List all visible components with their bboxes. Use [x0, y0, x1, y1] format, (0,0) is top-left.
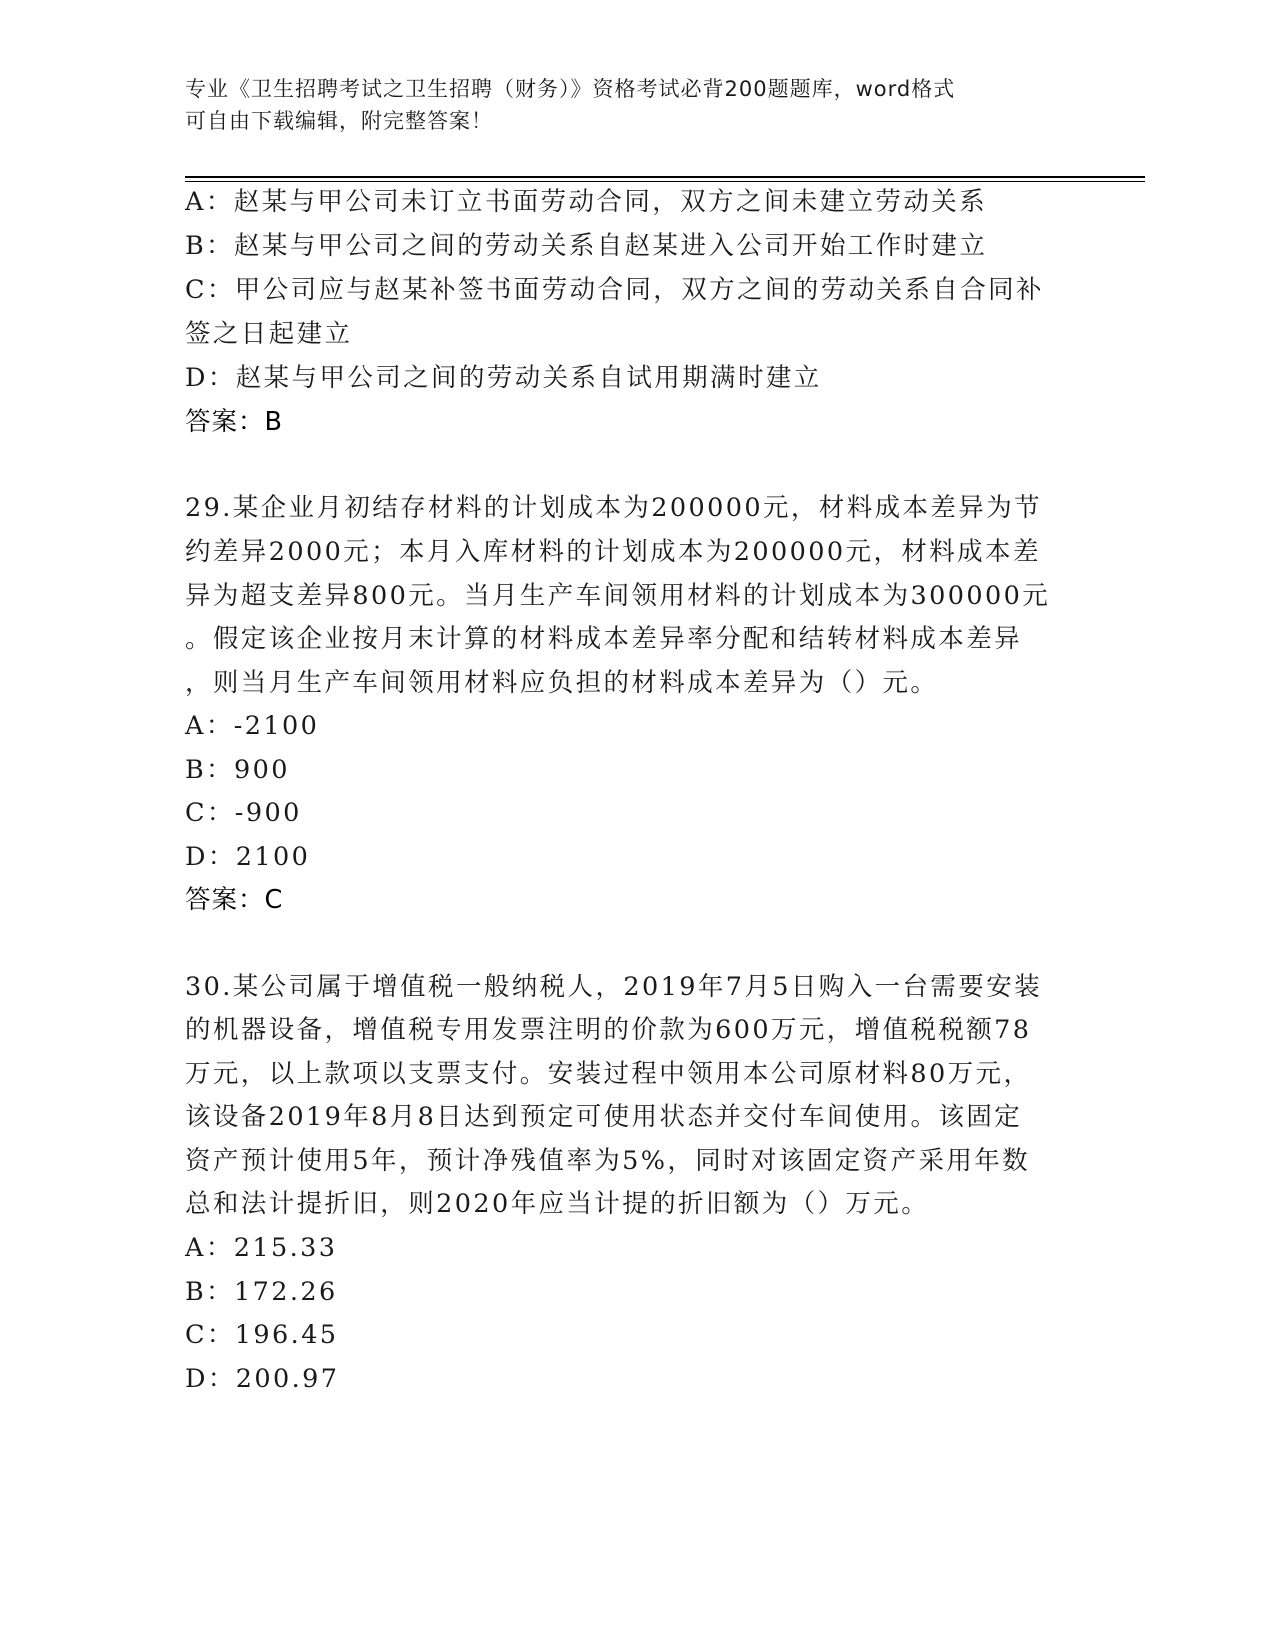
q29-answer: 答案：C	[185, 885, 284, 915]
q30-stem-line-2: 的机器设备，增值税专用发票注明的价款为600万元，增值税税额78	[185, 1015, 1032, 1045]
q28-option-b: B：赵某与甲公司之间的劳动关系自赵某进入公司开始工作时建立	[185, 231, 988, 261]
q28-option-c-line-2: 签之日起建立	[185, 319, 353, 349]
header-title-line-2: 可自由下载编辑，附完整答案！	[185, 109, 493, 133]
document-header	[185, 73, 1065, 137]
q29-option-d: D：2100	[185, 842, 311, 872]
q30-stem-line-3: 万元，以上款项以支票支付。安装过程中领用本公司原材料80万元，	[185, 1059, 1032, 1089]
q28-answer: 答案：B	[185, 407, 283, 437]
header-divider-thick	[185, 176, 1145, 178]
q29-stem-line-5: ，则当月生产车间领用材料应负担的材料成本差异为（）元。	[185, 668, 939, 698]
q28-option-a: A：赵某与甲公司未订立书面劳动合同，双方之间未建立劳动关系	[185, 187, 988, 217]
header-title-line-1: 专业《卫生招聘考试之卫生招聘（财务）》资格考试必背200题题库，word格式	[185, 77, 956, 101]
q30-option-d: D：200.97	[185, 1364, 340, 1394]
q30-option-c: C：196.45	[185, 1320, 339, 1350]
q29-stem-line-4: 。假定该企业按月末计算的材料成本差异率分配和结转材料成本差异	[185, 624, 1023, 654]
q28-option-c-line-1: C：甲公司应与赵某补签书面劳动合同，双方之间的劳动关系自合同补	[185, 275, 1044, 305]
q30-stem-line-1: 30.某公司属于增值税一般纳税人，2019年7月5日购入一台需要安装	[185, 972, 1042, 1002]
q30-stem-line-5: 资产预计使用5年，预计净残值率为5%，同时对该固定资产采用年数	[185, 1146, 1031, 1176]
q29-option-a: A：-2100	[185, 711, 320, 741]
q28-option-d: D：赵某与甲公司之间的劳动关系自试用期满时建立	[185, 363, 822, 393]
q30-option-b: B：172.26	[185, 1277, 338, 1307]
q29-stem-line-1: 29.某企业月初结存材料的计划成本为200000元，材料成本差异为节	[185, 493, 1042, 523]
q29-stem-line-3: 异为超支差异800元。当月生产车间领用材料的计划成本为300000元	[185, 581, 1051, 611]
q29-option-b: B：900	[185, 755, 290, 785]
q30-stem-line-4: 该设备2019年8月8日达到预定可使用状态并交付车间使用。该固定	[185, 1102, 1023, 1132]
q30-stem-line-6: 总和法计提折旧，则2020年应当计提的折旧额为（）万元。	[185, 1189, 930, 1219]
q30-option-a: A：215.33	[185, 1233, 338, 1263]
q29-stem-line-2: 约差异2000元；本月入库材料的计划成本为200000元，材料成本差	[185, 537, 1041, 567]
header-divider-thin	[185, 181, 1145, 182]
q29-option-c: C：-900	[185, 798, 302, 828]
